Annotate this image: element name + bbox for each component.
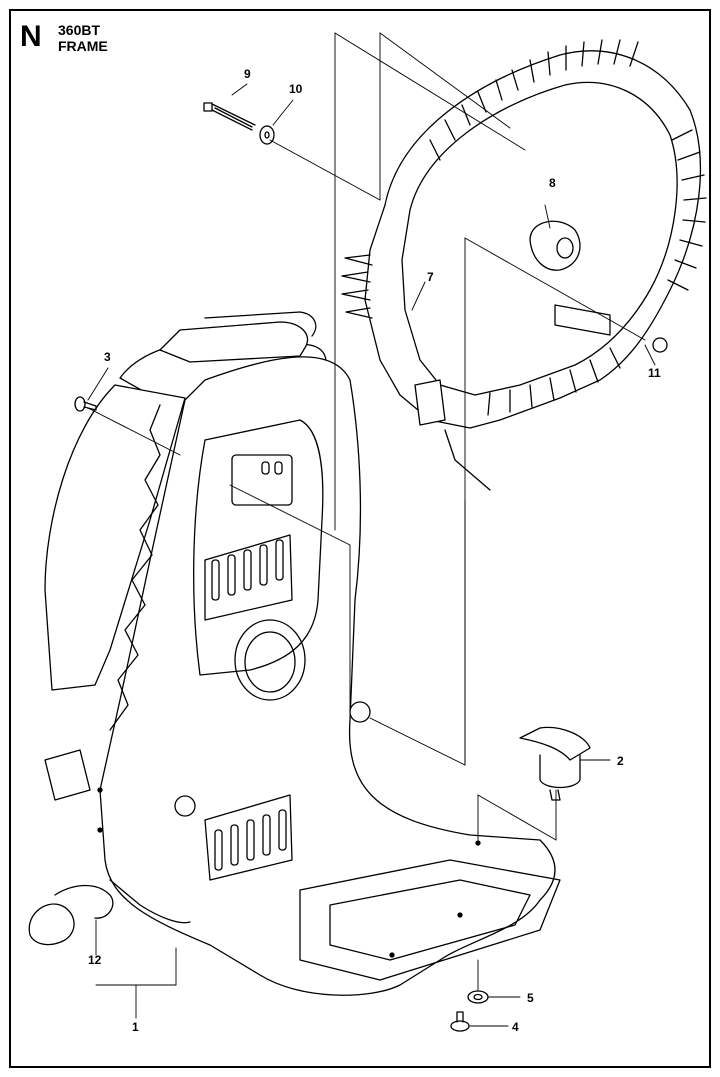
callout-12: 12 [88, 953, 102, 967]
bolt-part-9 [204, 103, 255, 130]
callout-1: 1 [132, 1020, 139, 1034]
callout-7: 7 [427, 270, 434, 284]
screw-part-3 [75, 397, 96, 411]
callout-5: 5 [527, 991, 534, 1005]
diagram-title: FRAME [58, 38, 108, 54]
callout-8: 8 [549, 176, 556, 190]
callout-10: 10 [289, 82, 303, 96]
section-letter: N [20, 20, 42, 53]
screw-part-4 [451, 1012, 469, 1031]
callout-3: 3 [104, 350, 111, 364]
callout-9: 9 [244, 67, 251, 81]
callout-4: 4 [512, 1020, 519, 1034]
callout-11: 11 [648, 366, 661, 380]
fan-housing [342, 40, 706, 490]
model-number: 360BT [58, 22, 101, 38]
nut-part-5 [468, 991, 488, 1003]
callout-2: 2 [617, 754, 624, 768]
foot-part-2 [520, 727, 590, 800]
